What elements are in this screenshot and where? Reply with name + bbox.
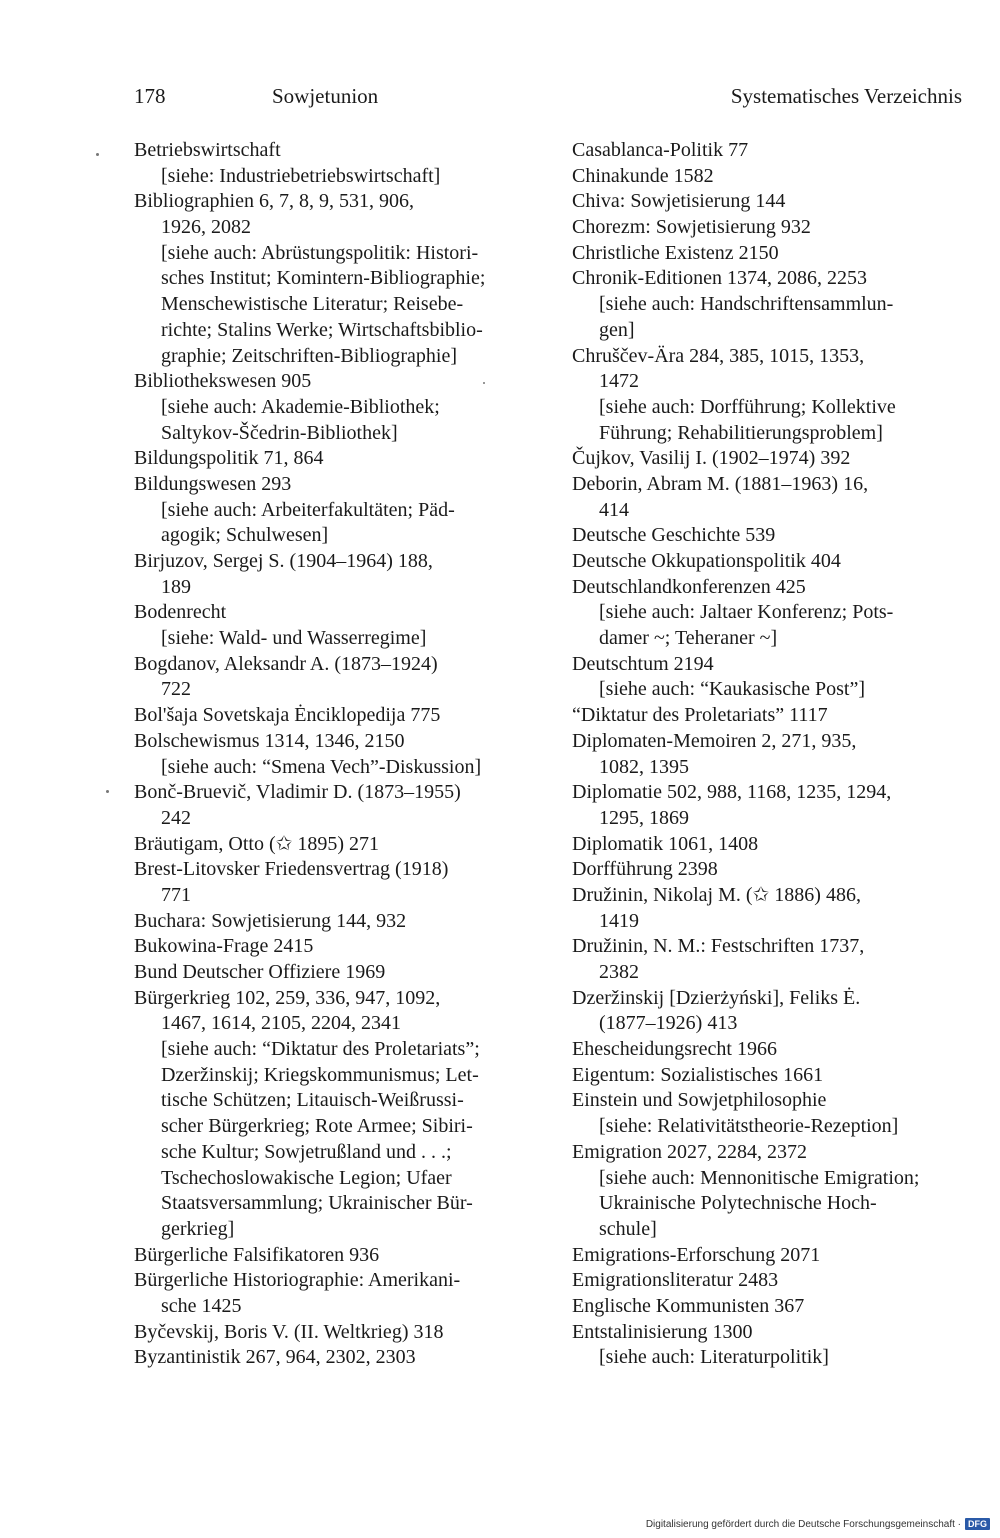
page-header: [0, 84, 1000, 116]
index-entry: Bürgerkrieg 102, 259, 336, 947, 1092,: [134, 986, 441, 1009]
index-subline: 1467, 1614, 2105, 2204, 2341: [161, 1012, 401, 1035]
index-entry: Diplomatik 1061, 1408: [572, 832, 759, 855]
index-subline: gerkrieg]: [161, 1217, 235, 1240]
index-entry: Chorezm: Sowjetisierung 932: [572, 216, 811, 239]
index-subline: [siehe: Wald- und Wasserregime]: [161, 627, 427, 650]
index-entry: Bukowina-Frage 2415: [134, 935, 314, 958]
scan-speck: [106, 790, 109, 793]
index-entry: Chruščev-Ära 284, 385, 1015, 1353,: [572, 344, 865, 367]
index-entry: Bibliothekswesen 905: [134, 370, 312, 393]
index-subline: agogik; Schulwesen]: [161, 524, 329, 547]
index-entry: Bräutigam, Otto (✩ 1895) 271: [134, 832, 380, 855]
index-subline: [siehe: Industriebetriebswirtschaft]: [161, 164, 441, 187]
digitization-footer: [646, 1516, 990, 1532]
index-subline: [siehe auch: Mennonitische Emigration;: [599, 1166, 920, 1189]
index-entry: Emigrations-Erforschung 2071: [572, 1243, 821, 1266]
scan-speck: [96, 153, 99, 156]
index-entry: Čujkov, Vasilij I. (1902–1974) 392: [572, 447, 851, 470]
index-subline: 189: [161, 575, 191, 598]
index-entry: Bolschewismus 1314, 1346, 2150: [134, 729, 405, 752]
index-entry: Ehescheidungsrecht 1966: [572, 1038, 777, 1061]
index-entry: Bibliographien 6, 7, 8, 9, 531, 906,: [134, 190, 414, 213]
chapter-title: Sowjetunion: [272, 84, 379, 108]
index-entry: Deutschlandkonferenzen 425: [572, 575, 806, 598]
index-subline: [siehe auch: “Smena Vech”-Diskussion]: [161, 755, 482, 778]
index-entry: Byčevskij, Boris V. (II. Weltkrieg) 318: [134, 1320, 444, 1343]
index-entry: Entstalinisierung 1300: [572, 1320, 753, 1343]
index-subline: [siehe auch: Literaturpolitik]: [599, 1346, 829, 1369]
index-entry: Englische Kommunisten 367: [572, 1294, 805, 1317]
index-entry: Casablanca-Politik 77: [572, 139, 749, 161]
dfg-logo: DFG: [965, 1518, 990, 1530]
index-subline: [siehe auch: Jaltaer Konferenz; Pots-: [599, 601, 894, 624]
index-entry: Dzeržinskij [Dzierżyński], Feliks Ė.: [572, 986, 861, 1009]
index-entry: Chronik-Editionen 1374, 2086, 2253: [572, 267, 867, 290]
index-entry: Dorfführung 2398: [572, 858, 718, 881]
left-index-column: [134, 138, 554, 1371]
index-entry: Bonč-Bruevič, Vladimir D. (1873–1955): [134, 781, 461, 804]
index-subline: 722: [161, 678, 191, 701]
index-entry: Družinin, Nikolaj M. (✩ 1886) 486,: [572, 883, 861, 906]
index-subline: [siehe auch: Abrüstungspolitik: Histori-: [161, 241, 479, 264]
index-subline: Staatsversammlung; Ukrainischer Bür-: [161, 1192, 473, 1215]
index-entry: Bildungspolitik 71, 864: [134, 447, 324, 470]
index-entry: Bodenrecht: [134, 601, 227, 624]
section-title: Systematisches Verzeichnis: [730, 84, 962, 108]
index-entry: Chinakunde 1582: [572, 164, 714, 187]
index-subline: sches Institut; Komintern-Bibliographie;: [161, 267, 486, 290]
index-subline: richte; Stalins Werke; Wirtschaftsbiblio-: [161, 318, 483, 341]
index-entry: Byzantinistik 267, 964, 2302, 2303: [134, 1346, 416, 1369]
index-subline: Tschechoslowakische Legion; Ufaer: [161, 1166, 452, 1189]
right-index-column: [572, 138, 972, 1371]
index-subline: 242: [161, 806, 191, 829]
index-subline: Dzeržinskij; Kriegskommunismus; Let-: [161, 1063, 479, 1086]
index-entry: Deutsche Geschichte 539: [572, 524, 776, 547]
index-entry: Bildungswesen 293: [134, 472, 292, 495]
index-subline: tische Schützen; Litauisch-Weißrussi-: [161, 1089, 464, 1112]
index-entry: Diplomaten-Memoiren 2, 271, 935,: [572, 729, 857, 752]
index-subline: 1295, 1869: [599, 806, 689, 829]
index-entry: Bol'šaja Sovetskaja Ėnciklopedija 775: [134, 704, 441, 727]
index-entry: Družinin, N. M.: Festschriften 1737,: [572, 935, 865, 958]
scan-speck: [483, 382, 485, 384]
index-subline: Ukrainische Polytechnische Hoch-: [599, 1192, 877, 1215]
index-subline: [siehe auch: Arbeiterfakultäten; Päd-: [161, 498, 455, 521]
index-entry: Bund Deutscher Offiziere 1969: [134, 961, 386, 983]
index-entry: Betriebswirtschaft: [134, 139, 281, 161]
index-entry: Buchara: Sowjetisierung 144, 932: [134, 909, 407, 932]
index-subline: [siehe auch: “Diktatur des Proletariats”;: [161, 1038, 480, 1061]
index-entry: Deborin, Abram M. (1881–1963) 16,: [572, 472, 869, 495]
index-subline: [siehe auch: Handschriftensammlun-: [599, 293, 894, 316]
index-subline: [siehe auch: Dorfführung; Kollektive: [599, 395, 896, 418]
index-entry: Bogdanov, Aleksandr A. (1873–1924): [134, 652, 438, 675]
index-entry: Einstein und Sowjetphilosophie: [572, 1089, 827, 1112]
index-entry: Bürgerliche Historiographie: Amerikani-: [134, 1269, 461, 1292]
index-subline: Saltykov-Ščedrin-Bibliothek]: [161, 421, 398, 444]
index-entry: Deutsche Okkupationspolitik 404: [572, 550, 841, 572]
index-subline: scher Bürgerkrieg; Rote Armee; Sibiri-: [161, 1115, 473, 1138]
index-entry: Eigentum: Sozialistisches 1661: [572, 1063, 824, 1086]
index-subline: 414: [599, 498, 629, 521]
index-entry: Brest-Litovsker Friedensvertrag (1918): [134, 858, 449, 881]
index-subline: graphie; Zeitschriften-Bibliographie]: [161, 344, 458, 367]
index-entry: “Diktatur des Proletariats” 1117: [572, 704, 828, 727]
index-subline: gen]: [599, 318, 635, 341]
index-subline: sche Kultur; Sowjetrußland und . . .;: [161, 1140, 452, 1163]
index-subline: Menschewistische Literatur; Reisebe-: [161, 293, 464, 316]
index-subline: (1877–1926) 413: [599, 1012, 738, 1035]
index-entry: Diplomatie 502, 988, 1168, 1235, 1294,: [572, 781, 892, 804]
index-subline: 1472: [599, 370, 639, 393]
index-subline: 1082, 1395: [599, 755, 689, 778]
index-entry: Deutschtum 2194: [572, 652, 714, 675]
index-subline: 1926, 2082: [161, 216, 251, 239]
index-subline: schule]: [599, 1217, 657, 1240]
index-subline: Führung; Rehabilitierungsproblem]: [599, 421, 883, 444]
footer-credit: Digitalisierung gefördert durch die Deutsche Forschungsgemeinschaft ·: [645, 1518, 961, 1530]
index-entry: Emigration 2027, 2284, 2372: [572, 1140, 807, 1163]
index-entry: Birjuzov, Sergej S. (1904–1964) 188,: [134, 550, 433, 572]
index-subline: [siehe auch: Akademie-Bibliothek;: [161, 395, 440, 418]
index-entry: Chiva: Sowjetisierung 144: [572, 190, 786, 213]
index-subline: [siehe: Relativitätstheorie-Rezeption]: [599, 1115, 899, 1138]
index-subline: 2382: [599, 961, 639, 983]
index-subline: 1419: [599, 909, 639, 932]
index-subline: [siehe auch: “Kaukasische Post”]: [599, 678, 866, 701]
index-subline: 771: [161, 883, 191, 906]
index-entry: Christliche Existenz 2150: [572, 241, 779, 264]
index-entry: Emigrationsliteratur 2483: [572, 1269, 779, 1292]
index-subline: damer ~; Teheraner ~]: [599, 627, 778, 650]
index-entry: Bürgerliche Falsifikatoren 936: [134, 1243, 380, 1266]
page-number: 178: [134, 84, 166, 108]
index-subline: sche 1425: [161, 1294, 242, 1317]
